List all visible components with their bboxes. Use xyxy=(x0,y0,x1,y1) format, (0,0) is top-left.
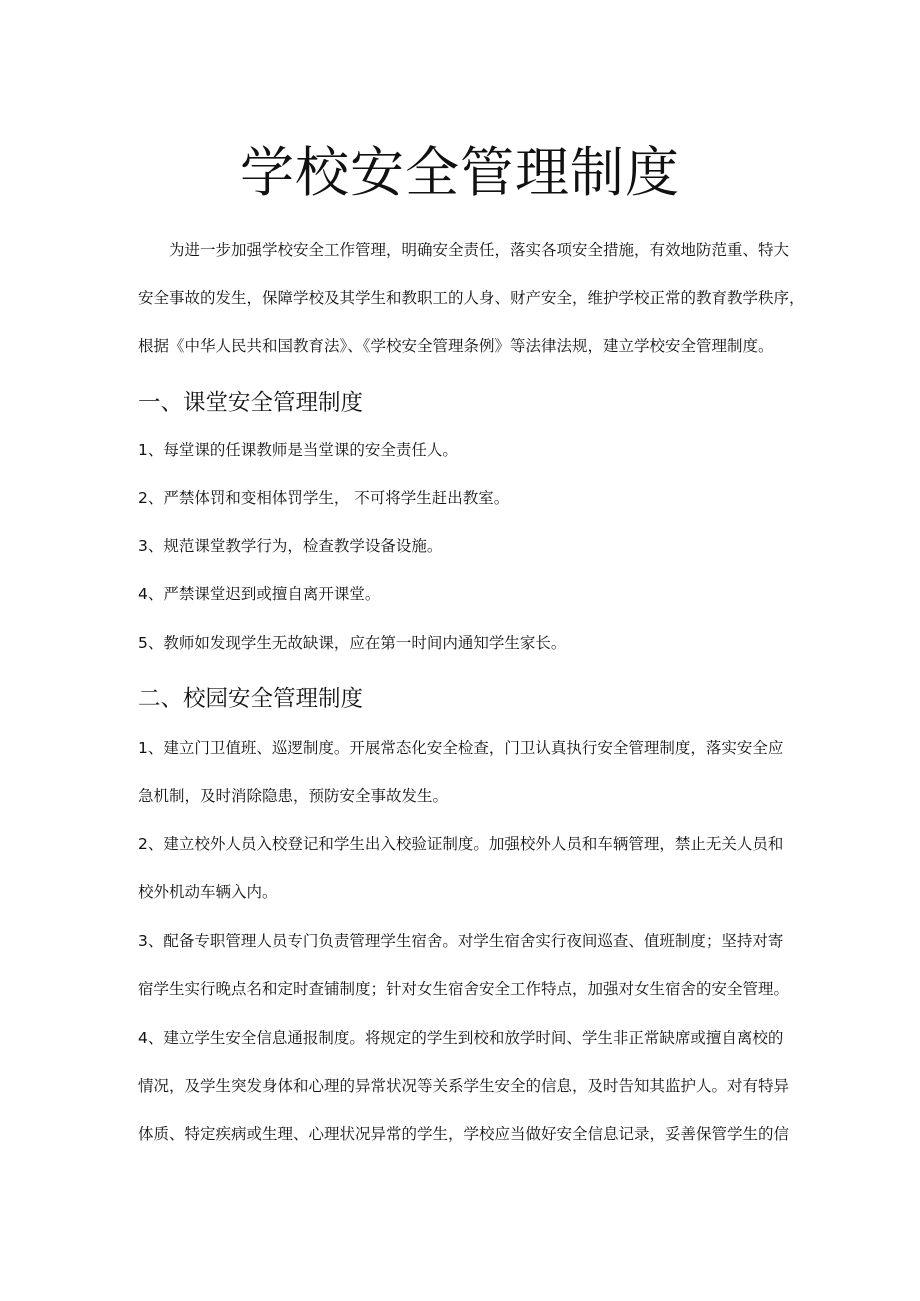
intro-line: 根据《中华人民共和国教育法》、《学校安全管理条例》等法律法规，建立学校安全管理制度。 xyxy=(138,337,774,355)
section-heading-classroom: 一、课堂安全管理制度 xyxy=(138,390,364,416)
campus-rule-3 xyxy=(138,917,798,1013)
intro-line: 为进一步加强学校安全工作管理，明确安全责任，落实各项安全措施，有效地防范重、特大 xyxy=(169,241,790,259)
campus-rule-2 xyxy=(138,820,798,916)
classroom-rule: 5、教师如发现学生无故缺课，应在第一时间内通知学生家长。 xyxy=(138,634,567,652)
rule-line: 4、建立学生安全信息通报制度。将规定的学生到校和放学时间、学生非正常缺席或擅自离校的 xyxy=(138,1029,784,1047)
rule-line: 1、建立门卫值班、巡逻制度。开展常态化安全检查，门卫认真执行安全管理制度，落实安全应 xyxy=(138,739,784,757)
classroom-rule: 2、严禁体罚和变相体罚学生， 不可将学生赶出教室。 xyxy=(138,489,510,507)
rule-line: 急机制，及时消除隐患，预防安全事故发生。 xyxy=(138,787,449,805)
campus-rule-1 xyxy=(138,724,798,820)
rule-line: 2、建立校外人员入校登记和学生出入校验证制度。加强校外人员和车辆管理，禁止无关人员和 xyxy=(138,835,784,853)
rule-line: 体质、特定疾病或生理、心理状况异常的学生，学校应当做好安全信息记录，妥善保管学生的信 xyxy=(138,1125,790,1143)
rule-line: 3、配备专职管理人员专门负责管理学生宿舍。对学生宿舍实行夜间巡查、值班制度；坚持对寄 xyxy=(138,932,784,950)
campus-rule-4 xyxy=(138,1014,798,1158)
rule-line: 校外机动车辆入内。 xyxy=(138,883,278,901)
intro-paragraph xyxy=(138,226,805,370)
classroom-rule: 3、规范课堂教学行为，检查教学设备设施。 xyxy=(138,537,443,555)
document-title: 学校安全管理制度 xyxy=(240,141,680,204)
section-heading-campus: 二、校园安全管理制度 xyxy=(138,686,364,712)
classroom-rule: 4、严禁课堂迟到或擅自离开课堂。 xyxy=(138,585,381,603)
rule-line: 宿学生实行晚点名和定时查铺制度；针对女生宿舍安全工作特点，加强对女生宿舍的安全管理。 xyxy=(138,980,790,998)
classroom-rule: 1、每堂课的任课教师是当堂课的安全责任人。 xyxy=(138,441,458,459)
rule-line: 情况，及学生突发身体和心理的异常状况等关系学生安全的信息，及时告知其监护人。对有特异 xyxy=(138,1077,790,1095)
intro-line: 安全事故的发生，保障学校及其学生和教职工的人身、财产安全，维护学校正常的教育教学秩序， xyxy=(138,289,805,307)
